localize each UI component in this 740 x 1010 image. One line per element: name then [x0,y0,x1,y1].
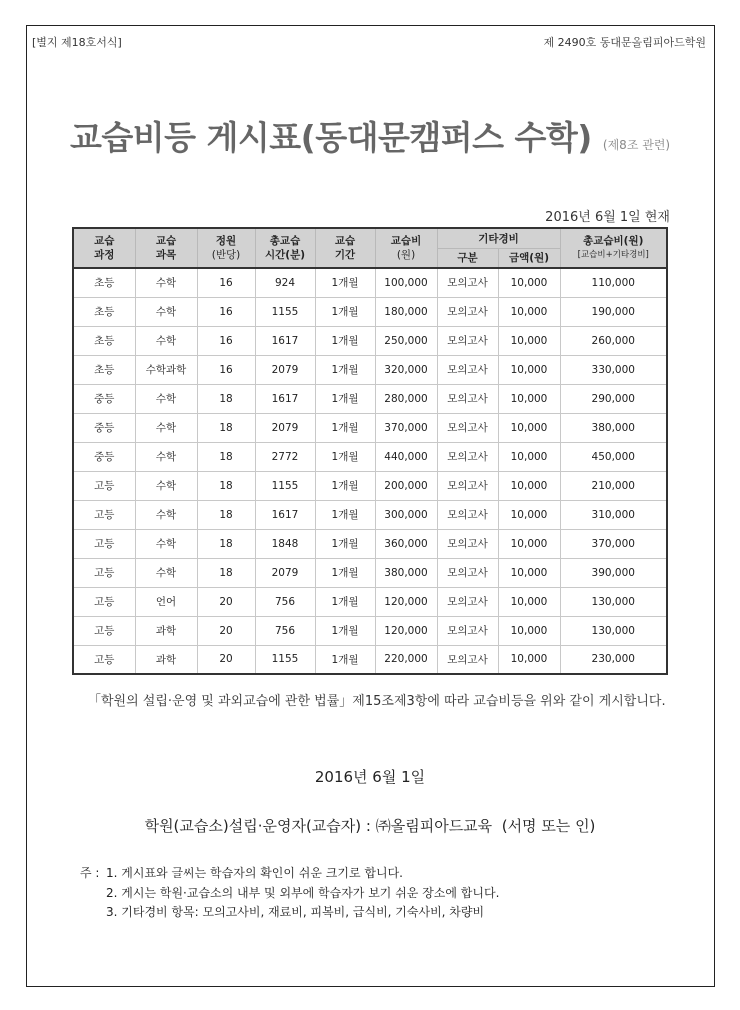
cell-subject: 수학 [135,297,197,326]
cell-other-amount: 10,000 [498,500,560,529]
cell-period: 1개월 [315,384,375,413]
cell-other-amount: 10,000 [498,558,560,587]
table-row [73,529,667,558]
cell-time: 1617 [255,500,315,529]
table-row [73,326,667,355]
header-course: 교습 과정 [73,228,135,268]
table-row [73,645,667,674]
cell-capacity: 18 [197,558,255,587]
cell-tuition: 100,000 [375,268,437,297]
cell-period: 1개월 [315,268,375,297]
cell-capacity: 20 [197,616,255,645]
cell-other-amount: 10,000 [498,326,560,355]
cell-course: 초등 [73,355,135,384]
cell-total: 380,000 [560,413,667,442]
cell-total: 450,000 [560,442,667,471]
cell-other-amount: 10,000 [498,529,560,558]
cell-period: 1개월 [315,500,375,529]
cell-tuition: 300,000 [375,500,437,529]
cell-course: 고등 [73,645,135,674]
note-item: 3. 기타경비 항목: 모의고사비, 재료비, 피복비, 급식비, 기숙사비, 차량비 [106,905,485,919]
cell-total: 290,000 [560,384,667,413]
cell-total: 330,000 [560,355,667,384]
cell-time: 1617 [255,384,315,413]
table-row [73,384,667,413]
cell-capacity: 18 [197,413,255,442]
cell-tuition: 370,000 [375,413,437,442]
header-tuition: 교습비 (원) [375,228,437,268]
cell-course: 초등 [73,297,135,326]
note-item: 2. 게시는 학원·교습소의 내부 및 외부에 학습자가 보기 쉬운 장소에 합니다. [106,885,500,900]
cell-period: 1개월 [315,471,375,500]
cell-subject: 수학 [135,558,197,587]
header-other-amount: 금액(원) [498,249,560,269]
cell-other-type: 모의고사 [437,558,498,587]
cell-other-amount: 10,000 [498,413,560,442]
operator-name: ㈜올림피아드교육 [375,817,493,835]
cell-time: 1155 [255,297,315,326]
cell-other-amount: 10,000 [498,587,560,616]
cell-total: 260,000 [560,326,667,355]
cell-capacity: 16 [197,355,255,384]
cell-course: 중등 [73,442,135,471]
cell-period: 1개월 [315,587,375,616]
cell-time: 1155 [255,645,315,674]
header-total-fee: 총교습비(원) [교습비+기타경비] [560,228,667,268]
cell-time: 2079 [255,355,315,384]
cell-period: 1개월 [315,413,375,442]
cell-subject: 수학 [135,500,197,529]
cell-time: 1848 [255,529,315,558]
cell-total: 370,000 [560,529,667,558]
cell-time: 1155 [255,471,315,500]
cell-tuition: 120,000 [375,587,437,616]
cell-other-type: 모의고사 [437,355,498,384]
cell-tuition: 360,000 [375,529,437,558]
cell-period: 1개월 [315,616,375,645]
cell-other-amount: 10,000 [498,384,560,413]
cell-capacity: 16 [197,326,255,355]
cell-subject: 수학 [135,384,197,413]
cell-period: 1개월 [315,442,375,471]
table-row [73,413,667,442]
cell-course: 중등 [73,413,135,442]
cell-subject: 수학 [135,413,197,442]
cell-course: 고등 [73,500,135,529]
cell-other-amount: 10,000 [498,616,560,645]
cell-course: 고등 [73,587,135,616]
cell-other-amount: 10,000 [498,297,560,326]
page-title: 교습비등 게시표(동대문캠퍼스 수학) [70,118,592,157]
cell-subject: 수학 [135,442,197,471]
cell-time: 756 [255,616,315,645]
cell-period: 1개월 [315,355,375,384]
cell-time: 756 [255,587,315,616]
cell-capacity: 18 [197,529,255,558]
document-number: 제 2490호 동대문올림피아드학원 [543,36,706,49]
cell-other-type: 모의고사 [437,384,498,413]
current-date: 2016년 6월 1일 현재 [545,210,670,225]
cell-other-amount: 10,000 [498,471,560,500]
cell-subject: 수학 [135,529,197,558]
cell-tuition: 380,000 [375,558,437,587]
cell-other-type: 모의고사 [437,529,498,558]
cell-other-type: 모의고사 [437,645,498,674]
header-other-type: 구분 [437,249,498,269]
cell-time: 924 [255,268,315,297]
cell-period: 1개월 [315,645,375,674]
fee-table [72,227,668,675]
cell-total: 390,000 [560,558,667,587]
cell-course: 초등 [73,326,135,355]
cell-total: 230,000 [560,645,667,674]
title-note: (제8조 관련) [602,138,671,152]
cell-tuition: 280,000 [375,384,437,413]
table-row [73,268,667,297]
cell-time: 2079 [255,558,315,587]
cell-other-type: 모의고사 [437,471,498,500]
cell-total: 130,000 [560,587,667,616]
cell-capacity: 18 [197,384,255,413]
table-row [73,500,667,529]
table-row [73,616,667,645]
cell-course: 고등 [73,529,135,558]
cell-time: 2079 [255,413,315,442]
signature-note: (서명 또는 인) [501,817,596,835]
cell-other-amount: 10,000 [498,355,560,384]
cell-course: 초등 [73,268,135,297]
header-other-fees: 기타경비 [437,228,560,249]
cell-capacity: 18 [197,471,255,500]
cell-other-type: 모의고사 [437,413,498,442]
notes-label: 주 : [80,866,100,880]
cell-tuition: 320,000 [375,355,437,384]
cell-subject: 수학과학 [135,355,197,384]
cell-other-type: 모의고사 [437,500,498,529]
cell-capacity: 18 [197,442,255,471]
cell-tuition: 220,000 [375,645,437,674]
cell-total: 130,000 [560,616,667,645]
cell-other-type: 모의고사 [437,297,498,326]
notes [80,864,499,923]
cell-other-amount: 10,000 [498,442,560,471]
header-total-time: 총교습 시간(분) [255,228,315,268]
cell-capacity: 20 [197,645,255,674]
table-row [73,355,667,384]
table-row [73,471,667,500]
cell-capacity: 18 [197,500,255,529]
cell-total: 190,000 [560,297,667,326]
cell-other-type: 모의고사 [437,442,498,471]
cell-other-type: 모의고사 [437,268,498,297]
cell-period: 1개월 [315,529,375,558]
cell-other-type: 모의고사 [437,616,498,645]
cell-tuition: 250,000 [375,326,437,355]
cell-subject: 과학 [135,645,197,674]
title-row [70,112,670,159]
cell-total: 310,000 [560,500,667,529]
table-row [73,442,667,471]
cell-course: 고등 [73,616,135,645]
cell-course: 고등 [73,558,135,587]
cell-tuition: 200,000 [375,471,437,500]
cell-other-amount: 10,000 [498,645,560,674]
table-row [73,297,667,326]
cell-period: 1개월 [315,326,375,355]
cell-tuition: 180,000 [375,297,437,326]
header-subject: 교습 과목 [135,228,197,268]
cell-course: 중등 [73,384,135,413]
cell-course: 고등 [73,471,135,500]
cell-period: 1개월 [315,297,375,326]
cell-time: 2772 [255,442,315,471]
operator-label: 학원(교습소)설립·운영자(교습자) : [144,817,371,835]
fee-table-body [73,268,667,674]
cell-total: 110,000 [560,268,667,297]
cell-capacity: 16 [197,268,255,297]
cell-subject: 수학 [135,471,197,500]
operator-line [0,815,740,836]
cell-capacity: 20 [197,587,255,616]
table-row [73,587,667,616]
header-period: 교습 기간 [315,228,375,268]
cell-subject: 언어 [135,587,197,616]
table-row [73,558,667,587]
cell-subject: 수학 [135,326,197,355]
cell-time: 1617 [255,326,315,355]
note-item: 1. 게시표와 글씨는 학습자의 확인이 쉬운 크기로 합니다. [106,866,403,880]
cell-subject: 수학 [135,268,197,297]
cell-total: 210,000 [560,471,667,500]
legal-note: 「학원의 설립·운영 및 과외교습에 관한 법률」제15조제3항에 따라 교습비등을 위와 같이 게시합니다. [88,694,666,709]
cell-tuition: 440,000 [375,442,437,471]
cell-tuition: 120,000 [375,616,437,645]
cell-capacity: 16 [197,297,255,326]
header-capacity: 정원 (반당) [197,228,255,268]
issue-date: 2016년 6월 1일 [314,768,426,786]
cell-period: 1개월 [315,558,375,587]
cell-subject: 과학 [135,616,197,645]
form-label: [별지 제18호서식] [32,36,122,49]
cell-other-type: 모의고사 [437,587,498,616]
cell-other-amount: 10,000 [498,268,560,297]
cell-other-type: 모의고사 [437,326,498,355]
